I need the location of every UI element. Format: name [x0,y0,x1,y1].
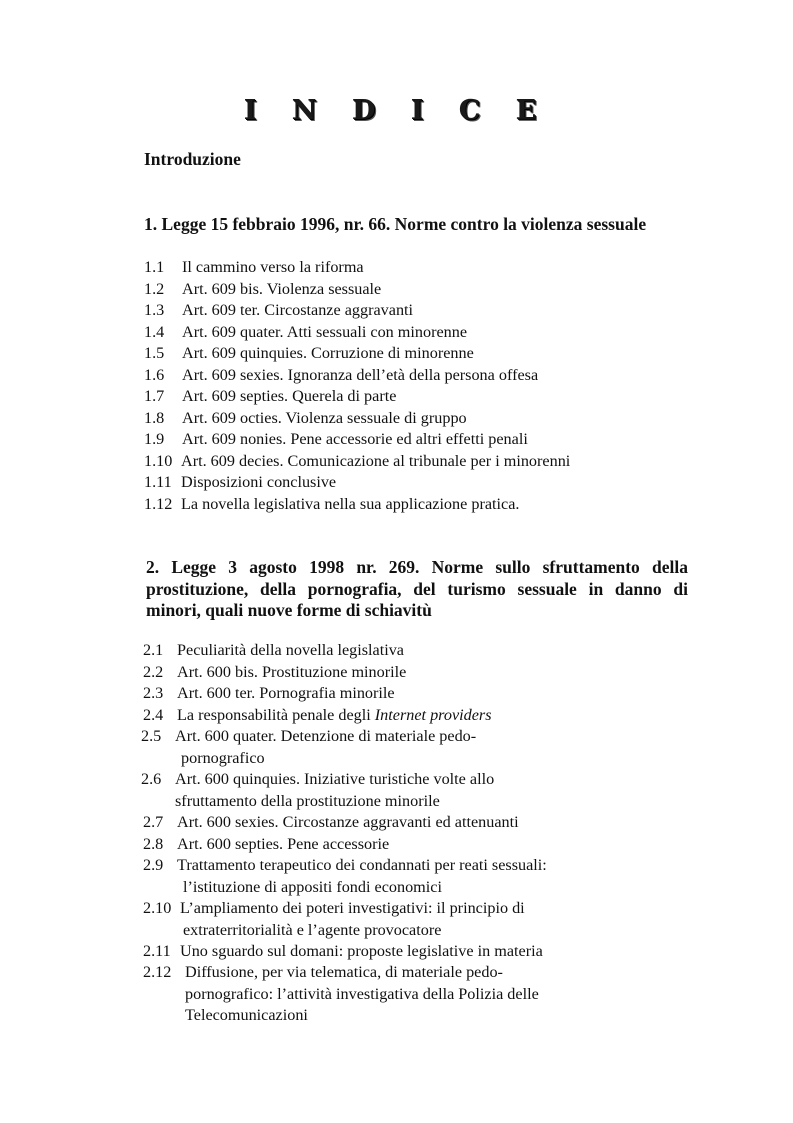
toc-entry-1-4: 1.4 Art. 609 quater. Atti sessuali con minorenne [144,323,468,341]
toc-entry-2-11: 2.11 Uno sguardo sul domani: proposte legislative in materia [143,942,543,960]
toc-entry-2-1: 2.1 Peculiarità della novella legislativa [143,641,404,659]
toc-entry-1-8: 1.8 Art. 609 octies. Violenza sessuale di gruppo [144,409,467,427]
toc-entry-2-2: 2.2 Art. 600 bis. Prostituzione minorile [143,663,407,681]
toc-entry-2-3: 2.3 Art. 600 ter. Pornografia minorile [143,684,395,702]
toc-entry-2-12: 2.12 Diffusione, per via telematica, di materiale pedo- pornografico: l’attività investigativa della Polizia delle Telecomunicazioni [143,962,539,1027]
toc-entry-continuation: l’istituzione di appositi fondi economici [183,877,442,896]
toc-entry-2-10: 2.10 L’ampliamento dei poteri investigativi: il principio di extraterritorialità e l’agente provocatore [143,898,525,941]
toc-entry-1-11: 1.11 Disposizioni conclusive [144,473,337,491]
toc-entry-2-9: 2.9 Trattamento terapeutico dei condannati per reati sessuali: l’istituzione di appositi fondi economici [143,855,547,898]
toc-entry-1-2: 1.2 Art. 609 bis. Violenza sessuale [144,280,382,298]
toc-entry-continuation: Telecomunicazioni [185,1006,308,1024]
toc-entry-1-10: 1.10 Art. 609 decies. Comunicazione al tribunale per i minorenni [144,452,571,470]
toc-entry-2-4: 2.4 La responsabilità penale degli Internet providers [143,706,492,724]
index-title: I N D I C E [243,95,550,126]
toc-entry-continuation: extraterritorialità e l’agente provocatore [183,920,442,939]
italic-term: Internet providers [374,706,492,724]
toc-entry-1-1: 1.1 Il cammino verso la riforma [144,258,364,276]
toc-entry-continuation: pornografico [181,748,265,767]
toc-entry-2-5: 2.5 Art. 600 quater. Detenzione di materiale pedo- pornografico [141,726,476,769]
toc-entry-1-7: 1.7 Art. 609 septies. Querela di parte [144,387,397,405]
toc-entry-1-9: 1.9 Art. 609 nonies. Pene accessorie ed altri effetti penali [144,430,528,448]
introduction-heading: Introduzione [144,149,241,169]
toc-entry-1-5: 1.5 Art. 609 quinquies. Corruzione di minorenne [144,344,474,362]
toc-entry-2-8: 2.8 Art. 600 septies. Pene accessorie [143,835,390,853]
toc-entry-2-7: 2.7 Art. 600 sexies. Circostanze aggravanti ed attenuanti [143,813,519,831]
section1-heading: 1. Legge 15 febbraio 1996, nr. 66. Norme contro la violenza sessuale [144,214,647,234]
toc-entry-1-6: 1.6 Art. 609 sexies. Ignoranza dell’età della persona offesa [144,366,539,384]
toc-entry-1-12: 1.12 La novella legislativa nella sua applicazione pratica. [144,495,520,513]
toc-entry-1-3: 1.3 Art. 609 ter. Circostanze aggravanti [144,301,414,319]
section2-heading: 2. Legge 3 agosto 1998 nr. 269. Norme sullo sfruttamento della prostituzione, della pornografia, del turismo sessuale in danno di minori, quali nuove forme di schiavitù [146,557,688,620]
toc-entry-continuation: pornografico: l’attività investigativa della Polizia delle [185,984,539,1003]
toc-entry-continuation: sfruttamento della prostituzione minorile [175,791,440,810]
toc-entry-2-6: 2.6 Art. 600 quinquies. Iniziative turistiche volte allo sfruttamento della prostituzione minorile [141,769,494,812]
